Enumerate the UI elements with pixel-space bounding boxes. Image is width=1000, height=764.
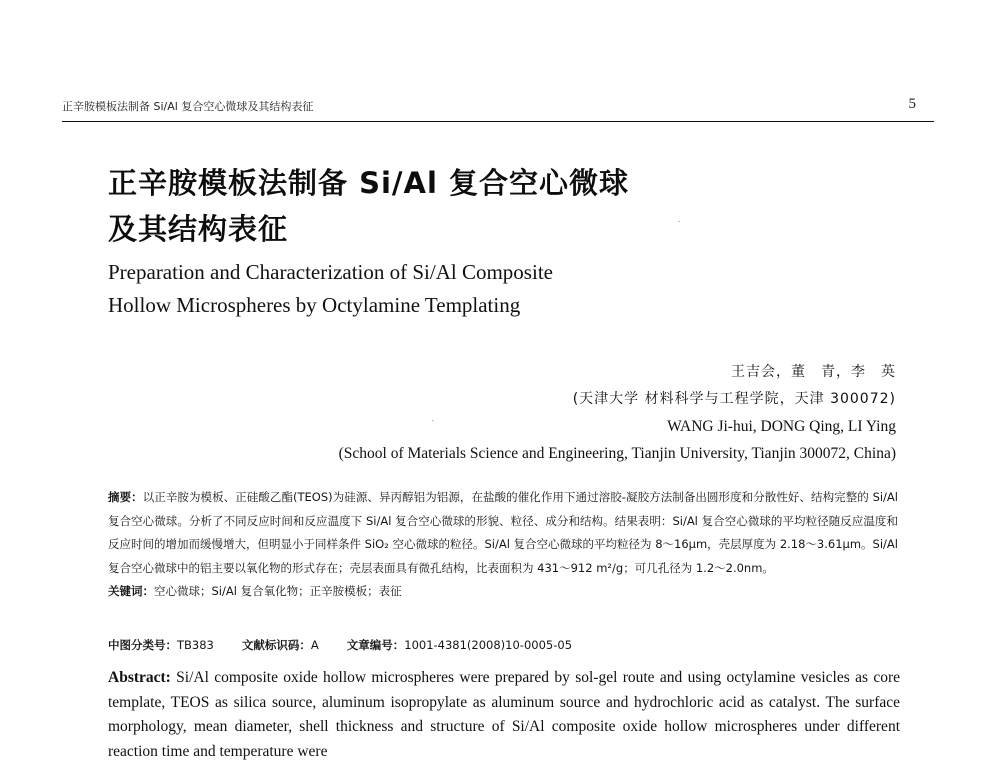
page-number: 5	[908, 96, 916, 112]
clc-label: 中图分类号：	[108, 638, 177, 652]
title-english-line-2: Hollow Microspheres by Octylamine Templating	[108, 293, 521, 317]
title-english-line-1: Preparation and Characterization of Si/Al Composite	[108, 260, 553, 284]
abstract-chinese	[108, 486, 898, 604]
abstract-english	[108, 666, 900, 764]
title-chinese-line-1: 正辛胺模板法制备 Si/Al 复合空心微球	[108, 166, 629, 200]
keywords-text: 空心微球；Si/Al 复合氧化物；正辛胺模板；表征	[154, 584, 402, 598]
author-names-chinese: 王吉会，董 青，李 英	[731, 364, 896, 380]
classification-line	[108, 637, 898, 653]
affiliation-chinese: (天津大学 材料科学与工程学院，天津 300072)	[572, 391, 896, 407]
affiliation-english: (School of Materials Science and Engineering, Tianjin University, Tianjin 300072, China)	[338, 445, 896, 462]
author-names-english: WANG Ji-hui, DONG Qing, LI Ying	[667, 418, 896, 435]
title-english	[108, 256, 928, 322]
abstract-english-text: Si/Al composite oxide hollow microspheres were prepared by sol-gel route and using octylamine vesicles as core template, TEOS as silica source, aluminum isopropylate as aluminum source and hydrochloric acid as catalyst. The surface morphology, mean diameter, shell thickness and structure of Si/Al composite oxide hollow microspheres under different reaction time and temperature were	[108, 669, 900, 760]
header-rule	[62, 121, 934, 122]
scan-speck	[432, 420, 434, 421]
abstract-english-label: Abstract:	[108, 669, 171, 686]
article-number-label: 文章编号：	[346, 638, 405, 652]
scan-speck	[678, 221, 680, 222]
clc-value: TB383	[177, 638, 214, 652]
abstract-chinese-text: 以正辛胺为模板、正硅酸乙酯(TEOS)为硅源、异丙醇铝为铝源，在盐酸的催化作用下通过溶胶-凝胶方法制备出圆形度和分散性好、结构完整的 Si/Al 复合空心微球。分析了不同反应时间和反应温度下 Si/Al 复合空心微球的形貌、粒径、成分和结构。结果表明：Si/Al 复合空心微球的平均粒径随反应温度和反应时间的增加而缓慢增大，但明显小于同样条件 SiO₂ 空心微球的粒径。Si/Al 复合空心微球的平均粒径为 8～16μm，壳层厚度为 2.18～3.61μm。Si/Al 复合空心微球中的铝主要以氧化物的形式存在；壳层表面具有微孔结构，比表面积为 431～912 m²/g；可几孔径为 1.2～2.0nm。	[108, 490, 898, 575]
document-code-value: A	[310, 638, 319, 652]
running-title: 正辛胺模板法制备 Si/Al 复合空心微球及其结构表征	[62, 100, 314, 113]
document-code-label: 文献标识码：	[241, 638, 311, 652]
article-number-value: 1001-4381(2008)10-0005-05	[404, 638, 573, 652]
title-chinese-line-2: 及其结构表征	[108, 212, 289, 246]
title-chinese	[108, 160, 928, 252]
abstract-chinese-label: 摘要：	[108, 490, 143, 504]
running-head	[62, 98, 932, 114]
keywords-label: 关键词：	[108, 584, 154, 598]
author-block	[96, 359, 896, 467]
